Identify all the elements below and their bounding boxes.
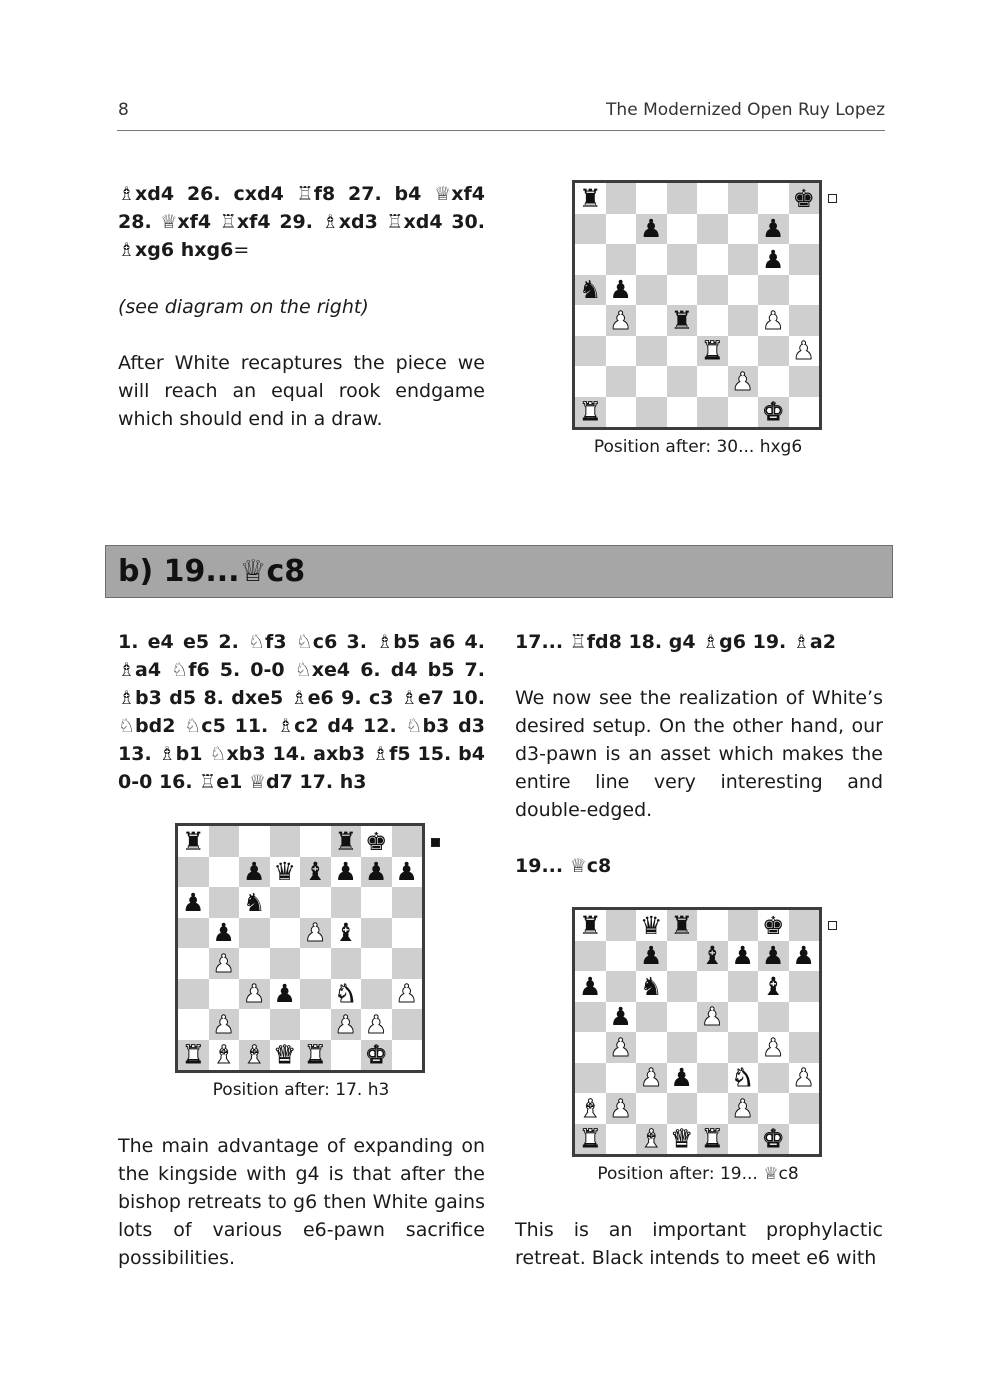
board-square bbox=[606, 183, 637, 214]
board-square bbox=[728, 1124, 759, 1155]
board-square bbox=[392, 948, 423, 979]
board-square bbox=[270, 826, 301, 857]
board-square bbox=[697, 275, 728, 306]
chessboard-diagram bbox=[572, 180, 822, 430]
board-square bbox=[606, 305, 637, 336]
board-square bbox=[239, 948, 270, 979]
board-square bbox=[636, 1002, 667, 1033]
board-square bbox=[606, 1002, 637, 1033]
board-square bbox=[758, 1032, 789, 1063]
board-square bbox=[697, 1093, 728, 1124]
side-to-move-indicator bbox=[828, 921, 837, 930]
board-square bbox=[728, 275, 759, 306]
board-square bbox=[667, 214, 698, 245]
board-square bbox=[209, 857, 240, 888]
board-square bbox=[300, 826, 331, 857]
black-bishop-icon: ♝ bbox=[334, 918, 357, 948]
board-square bbox=[606, 1124, 637, 1155]
board-square bbox=[697, 244, 728, 275]
board-square bbox=[331, 979, 362, 1010]
board-square bbox=[758, 910, 789, 941]
black-rook-icon: ♜ bbox=[670, 305, 693, 335]
board-square bbox=[697, 214, 728, 245]
board-square bbox=[758, 366, 789, 397]
board-square bbox=[239, 857, 270, 888]
board-square bbox=[300, 1009, 331, 1040]
white-pawn-icon: ♟ bbox=[640, 1063, 663, 1093]
board-square bbox=[392, 1009, 423, 1040]
black-king-icon: ♚ bbox=[792, 183, 815, 213]
board-square bbox=[606, 1032, 637, 1063]
board-square bbox=[728, 971, 759, 1002]
board-square bbox=[728, 305, 759, 336]
board-square bbox=[239, 826, 270, 857]
board-square bbox=[728, 366, 759, 397]
board-square bbox=[392, 979, 423, 1010]
board-square bbox=[239, 1040, 270, 1071]
board-square bbox=[606, 244, 637, 275]
board-square bbox=[331, 918, 362, 949]
board-square bbox=[575, 941, 606, 972]
board-square bbox=[575, 275, 606, 306]
board-square bbox=[697, 1032, 728, 1063]
white-pawn-icon: ♟ bbox=[243, 979, 266, 1009]
continuation-moves-right: 17... ♖fd8 18. g4 ♗g6 19. ♗a2 bbox=[515, 631, 836, 653]
board-square bbox=[331, 887, 362, 918]
board-square bbox=[331, 826, 362, 857]
board-square bbox=[178, 826, 209, 857]
board-square bbox=[636, 366, 667, 397]
board-square bbox=[270, 948, 301, 979]
board-square bbox=[789, 336, 820, 367]
board-square bbox=[758, 275, 789, 306]
board-square bbox=[667, 366, 698, 397]
board-square bbox=[667, 1063, 698, 1094]
black-bishop-icon: ♝ bbox=[762, 971, 785, 1001]
board-square bbox=[361, 857, 392, 888]
white-rook-icon: ♜ bbox=[182, 1040, 205, 1070]
board-square bbox=[636, 183, 667, 214]
white-pawn-icon: ♟ bbox=[609, 1032, 632, 1062]
board-square bbox=[636, 1032, 667, 1063]
main-line-moves: 1. e4 e5 2. ♘f3 ♘c6 3. ♗b5 a6 4. ♗a4 ♘f6 5. 0-0 ♘xe4 6. d4 b5 7. ♗b3 d5 8. dxe5 ♗e6 9. c3 ♗e7 10. ♘bd2 ♘c5 11. ♗c2 d4 12. ♘b3 d3 13. ♗b1 ♘xb3 14. axb3 ♗f5 15. b4 0-0 16. ♖e1 ♕d7 17. h3 bbox=[118, 631, 485, 793]
board-square bbox=[331, 857, 362, 888]
board-square bbox=[178, 857, 209, 888]
board-square bbox=[697, 910, 728, 941]
board-square bbox=[789, 183, 820, 214]
board-square bbox=[789, 305, 820, 336]
board-square bbox=[361, 918, 392, 949]
white-pawn-icon: ♟ bbox=[701, 1002, 724, 1032]
board-square bbox=[789, 1093, 820, 1124]
board-square bbox=[209, 1040, 240, 1071]
white-rook-icon: ♜ bbox=[579, 1124, 602, 1154]
board-square bbox=[636, 1093, 667, 1124]
board-square bbox=[575, 1032, 606, 1063]
black-knight-icon: ♞ bbox=[243, 887, 266, 917]
board-square bbox=[209, 887, 240, 918]
black-pawn-icon: ♟ bbox=[273, 979, 296, 1009]
board-square bbox=[392, 857, 423, 888]
black-rook-icon: ♜ bbox=[670, 910, 693, 940]
board-square bbox=[758, 305, 789, 336]
board-square bbox=[178, 948, 209, 979]
board-square bbox=[575, 1093, 606, 1124]
board-square bbox=[667, 1002, 698, 1033]
board-square bbox=[209, 979, 240, 1010]
board-square bbox=[697, 397, 728, 428]
board-square bbox=[361, 948, 392, 979]
black-rook-icon: ♜ bbox=[182, 826, 205, 856]
board-square bbox=[209, 918, 240, 949]
board-square bbox=[270, 1040, 301, 1071]
black-pawn-icon: ♟ bbox=[640, 941, 663, 971]
black-rook-icon: ♜ bbox=[579, 183, 602, 213]
header-rule bbox=[117, 130, 885, 131]
board-square bbox=[575, 397, 606, 428]
board-square bbox=[697, 971, 728, 1002]
white-pawn-icon: ♟ bbox=[609, 1093, 632, 1123]
board-square bbox=[300, 857, 331, 888]
board-square bbox=[575, 336, 606, 367]
board-square bbox=[606, 275, 637, 306]
board-square bbox=[728, 910, 759, 941]
board-square bbox=[575, 244, 606, 275]
board-square bbox=[606, 366, 637, 397]
evaluation-symbol: = bbox=[233, 239, 250, 261]
board-square bbox=[728, 183, 759, 214]
board-square bbox=[758, 336, 789, 367]
white-pawn-icon: ♟ bbox=[212, 1009, 235, 1039]
black-bishop-icon: ♝ bbox=[701, 941, 724, 971]
board-square bbox=[758, 1063, 789, 1094]
black-pawn-icon: ♟ bbox=[762, 941, 785, 971]
board-square bbox=[667, 397, 698, 428]
board-square bbox=[331, 1009, 362, 1040]
board-square bbox=[392, 887, 423, 918]
black-pawn-icon: ♟ bbox=[670, 1063, 693, 1093]
black-queen-icon: ♛ bbox=[273, 857, 296, 887]
black-queen-icon: ♛ bbox=[640, 910, 663, 940]
black-pawn-icon: ♟ bbox=[609, 1002, 632, 1032]
board-square bbox=[758, 941, 789, 972]
white-pawn-icon: ♟ bbox=[609, 305, 632, 335]
board-square bbox=[667, 910, 698, 941]
white-pawn-icon: ♟ bbox=[304, 918, 327, 948]
board-square bbox=[575, 971, 606, 1002]
black-pawn-icon: ♟ bbox=[334, 857, 357, 887]
page-number: 8 bbox=[118, 100, 129, 120]
black-knight-icon: ♞ bbox=[640, 971, 663, 1001]
board-square bbox=[758, 1002, 789, 1033]
board-square bbox=[361, 887, 392, 918]
board-square bbox=[758, 183, 789, 214]
white-pawn-icon: ♟ bbox=[792, 1063, 815, 1093]
board-square bbox=[728, 1063, 759, 1094]
board-square bbox=[789, 1063, 820, 1094]
board-square bbox=[270, 918, 301, 949]
black-pawn-icon: ♟ bbox=[212, 918, 235, 948]
board-square bbox=[270, 887, 301, 918]
white-king-icon: ♚ bbox=[365, 1040, 388, 1070]
board-square bbox=[575, 1063, 606, 1094]
board-square bbox=[575, 366, 606, 397]
board-square bbox=[300, 1040, 331, 1071]
board-square bbox=[606, 971, 637, 1002]
board-square bbox=[789, 244, 820, 275]
board-square bbox=[606, 1063, 637, 1094]
section-heading-bar bbox=[105, 545, 893, 598]
board-square bbox=[606, 910, 637, 941]
board-square bbox=[392, 918, 423, 949]
running-header-title: The Modernized Open Ruy Lopez bbox=[606, 100, 885, 120]
board-square bbox=[667, 1093, 698, 1124]
board-square bbox=[606, 336, 637, 367]
section-heading: b) 19...♕c8 bbox=[118, 554, 306, 589]
board-square bbox=[178, 979, 209, 1010]
board-square bbox=[789, 1032, 820, 1063]
white-pawn-icon: ♟ bbox=[731, 1093, 754, 1123]
board-square bbox=[178, 918, 209, 949]
board-square bbox=[606, 214, 637, 245]
side-to-move-indicator bbox=[828, 194, 837, 203]
key-move: 19... ♕c8 bbox=[515, 855, 612, 877]
board-square bbox=[728, 1002, 759, 1033]
black-pawn-icon: ♟ bbox=[365, 857, 388, 887]
white-pawn-icon: ♟ bbox=[731, 366, 754, 396]
white-rook-icon: ♜ bbox=[701, 336, 724, 366]
white-knight-icon: ♞ bbox=[731, 1063, 754, 1093]
white-rook-icon: ♜ bbox=[304, 1040, 327, 1070]
board-square bbox=[697, 305, 728, 336]
black-pawn-icon: ♟ bbox=[731, 941, 754, 971]
continuation-moves bbox=[118, 180, 485, 264]
setup-comment: We now see the realization of White’s desired setup. On the other hand, our d3-pawn is an asset which makes the entire line very interesting and double-edged. bbox=[515, 687, 883, 821]
board-square bbox=[667, 1124, 698, 1155]
board-square bbox=[758, 397, 789, 428]
board-square bbox=[789, 275, 820, 306]
board-square bbox=[667, 971, 698, 1002]
board-square bbox=[789, 971, 820, 1002]
board-square bbox=[300, 979, 331, 1010]
board-square bbox=[789, 397, 820, 428]
board-square bbox=[667, 941, 698, 972]
board-square bbox=[728, 397, 759, 428]
board-square bbox=[667, 1032, 698, 1063]
board-square bbox=[636, 305, 667, 336]
board-square bbox=[606, 1093, 637, 1124]
board-square bbox=[789, 941, 820, 972]
board-square bbox=[636, 941, 667, 972]
black-pawn-icon: ♟ bbox=[243, 857, 266, 887]
board-square bbox=[697, 336, 728, 367]
black-pawn-icon: ♟ bbox=[762, 244, 785, 274]
board-square bbox=[636, 397, 667, 428]
board-square bbox=[758, 1093, 789, 1124]
board-square bbox=[300, 918, 331, 949]
board-square bbox=[209, 1009, 240, 1040]
board-square bbox=[789, 366, 820, 397]
white-pawn-icon: ♟ bbox=[792, 336, 815, 366]
board-square bbox=[606, 941, 637, 972]
board-square bbox=[789, 214, 820, 245]
board-square bbox=[575, 1124, 606, 1155]
diagram-caption: Position after: 30... hxg6 bbox=[593, 437, 803, 457]
board-square bbox=[728, 336, 759, 367]
board-square bbox=[270, 857, 301, 888]
white-pawn-icon: ♟ bbox=[212, 948, 235, 978]
board-square bbox=[575, 305, 606, 336]
board-square bbox=[575, 910, 606, 941]
board-square bbox=[239, 887, 270, 918]
move-text: ♗xd4 26. cxd4 ♖f8 27. b4 ♕xf4 28. ♕xf4 ♖xf4 29. ♗xd3 ♖xd4 30. ♗xg6 hxg6 bbox=[118, 183, 485, 261]
board-square bbox=[728, 1093, 759, 1124]
board-square bbox=[636, 1124, 667, 1155]
board-square bbox=[758, 1124, 789, 1155]
white-bishop-icon: ♝ bbox=[212, 1040, 235, 1070]
board-square bbox=[300, 887, 331, 918]
white-pawn-icon: ♟ bbox=[395, 979, 418, 1009]
board-square bbox=[575, 1002, 606, 1033]
board-square bbox=[361, 1009, 392, 1040]
board-square bbox=[697, 1124, 728, 1155]
white-bishop-icon: ♝ bbox=[243, 1040, 266, 1070]
diagram-caption: Position after: 17. h3 bbox=[212, 1080, 390, 1100]
board-square bbox=[178, 1009, 209, 1040]
side-to-move-indicator bbox=[431, 838, 440, 847]
white-pawn-icon: ♟ bbox=[762, 305, 785, 335]
board-square bbox=[575, 214, 606, 245]
board-square bbox=[178, 887, 209, 918]
white-king-icon: ♚ bbox=[762, 1124, 785, 1154]
black-pawn-icon: ♟ bbox=[640, 214, 663, 244]
board-square bbox=[667, 305, 698, 336]
white-king-icon: ♚ bbox=[762, 397, 785, 427]
endgame-comment: After White recaptures the piece we will reach an equal rook endgame which should end in a draw. bbox=[118, 352, 485, 430]
board-square bbox=[178, 1040, 209, 1071]
board-square bbox=[667, 275, 698, 306]
diagram-note: (see diagram on the right) bbox=[118, 296, 369, 318]
white-rook-icon: ♜ bbox=[701, 1124, 724, 1154]
white-pawn-icon: ♟ bbox=[365, 1009, 388, 1039]
board-square bbox=[361, 979, 392, 1010]
board-square bbox=[697, 1063, 728, 1094]
black-king-icon: ♚ bbox=[365, 826, 388, 856]
board-square bbox=[361, 1040, 392, 1071]
black-pawn-icon: ♟ bbox=[579, 971, 602, 1001]
board-square bbox=[392, 826, 423, 857]
board-square bbox=[636, 244, 667, 275]
black-knight-icon: ♞ bbox=[579, 275, 602, 305]
board-square bbox=[697, 366, 728, 397]
board-square bbox=[789, 1002, 820, 1033]
board-square bbox=[636, 971, 667, 1002]
white-queen-icon: ♛ bbox=[273, 1040, 296, 1070]
board-square bbox=[270, 1009, 301, 1040]
board-square bbox=[331, 1040, 362, 1071]
board-square bbox=[789, 1124, 820, 1155]
prophylaxis-comment: This is an important prophylactic retreat. Black intends to meet e6 with bbox=[515, 1219, 883, 1269]
board-square bbox=[209, 826, 240, 857]
white-bishop-icon: ♝ bbox=[579, 1093, 602, 1123]
board-square bbox=[575, 183, 606, 214]
black-pawn-icon: ♟ bbox=[609, 275, 632, 305]
board-square bbox=[239, 918, 270, 949]
board-square bbox=[697, 183, 728, 214]
white-pawn-icon: ♟ bbox=[762, 1032, 785, 1062]
board-square bbox=[789, 910, 820, 941]
board-square bbox=[636, 275, 667, 306]
chessboard-diagram bbox=[175, 823, 425, 1073]
board-square bbox=[728, 941, 759, 972]
board-square bbox=[300, 948, 331, 979]
black-king-icon: ♚ bbox=[762, 910, 785, 940]
board-square bbox=[636, 336, 667, 367]
board-square bbox=[697, 941, 728, 972]
board-square bbox=[728, 1032, 759, 1063]
chessboard-diagram bbox=[572, 907, 822, 1157]
black-rook-icon: ♜ bbox=[579, 910, 602, 940]
board-square bbox=[667, 183, 698, 214]
kingside-comment: The main advantage of expanding on the kingside with g4 is that after the bishop retreats to g6 then White gains lots of various e6-pawn sacrifice possibilities. bbox=[118, 1135, 485, 1269]
board-square bbox=[606, 397, 637, 428]
board-square bbox=[239, 1009, 270, 1040]
board-square bbox=[636, 214, 667, 245]
board-square bbox=[636, 1063, 667, 1094]
board-square bbox=[392, 1040, 423, 1071]
diagram-caption: Position after: 19... ♕c8 bbox=[597, 1164, 799, 1184]
board-square bbox=[728, 244, 759, 275]
board-square bbox=[209, 948, 240, 979]
black-bishop-icon: ♝ bbox=[304, 857, 327, 887]
black-rook-icon: ♜ bbox=[334, 826, 357, 856]
board-square bbox=[667, 336, 698, 367]
black-pawn-icon: ♟ bbox=[182, 887, 205, 917]
board-square bbox=[758, 244, 789, 275]
black-pawn-icon: ♟ bbox=[762, 214, 785, 244]
white-pawn-icon: ♟ bbox=[334, 1009, 357, 1039]
board-square bbox=[758, 214, 789, 245]
white-bishop-icon: ♝ bbox=[640, 1124, 663, 1154]
white-knight-icon: ♞ bbox=[334, 979, 357, 1009]
board-square bbox=[270, 979, 301, 1010]
board-square bbox=[239, 979, 270, 1010]
board-square bbox=[667, 244, 698, 275]
board-square bbox=[758, 971, 789, 1002]
black-pawn-icon: ♟ bbox=[792, 941, 815, 971]
board-square bbox=[636, 910, 667, 941]
white-rook-icon: ♜ bbox=[579, 397, 602, 427]
board-square bbox=[728, 214, 759, 245]
black-pawn-icon: ♟ bbox=[395, 857, 418, 887]
white-queen-icon: ♛ bbox=[670, 1124, 693, 1154]
board-square bbox=[331, 948, 362, 979]
board-square bbox=[361, 826, 392, 857]
board-square bbox=[697, 1002, 728, 1033]
